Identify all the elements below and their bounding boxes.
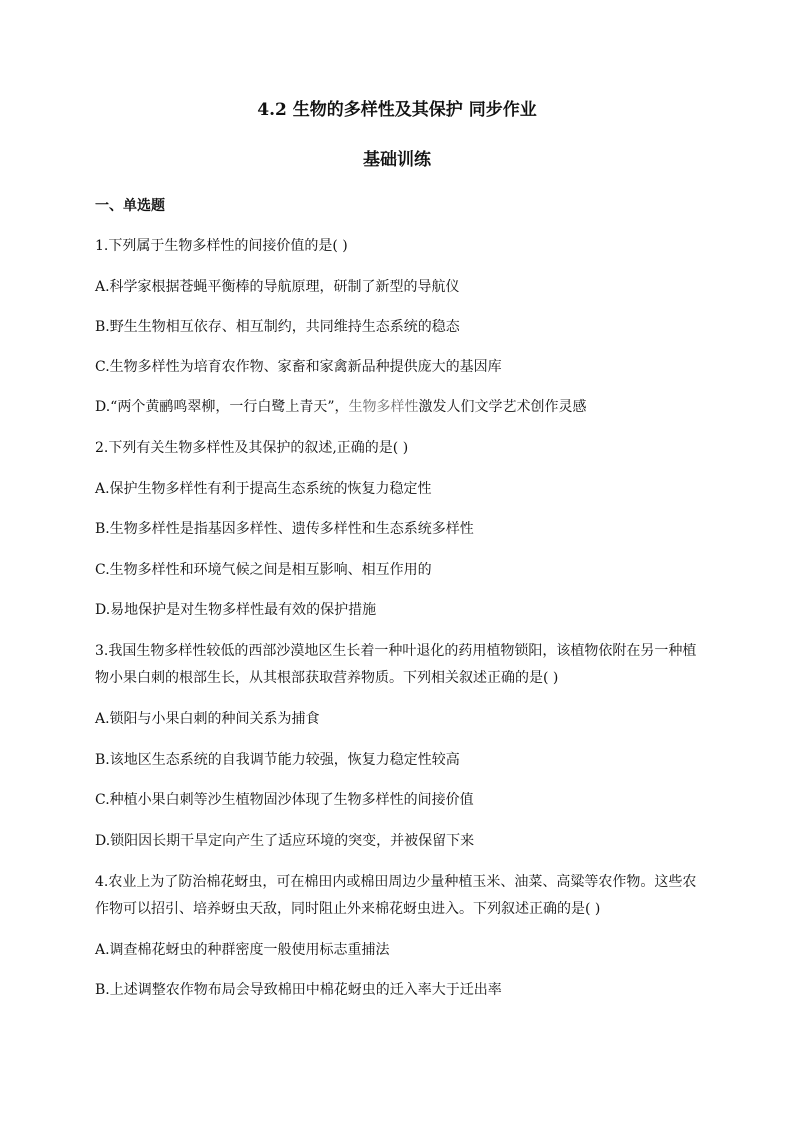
answer-option: D.易地保护是对生物多样性最有效的保护措施 bbox=[95, 602, 377, 618]
answer-option-text: D.“两个黄鹂鸣翠柳，一行白鹭上青天”， bbox=[95, 399, 349, 415]
answer-option: C.生物多样性和环境气候之间是相互影响、相互作用的 bbox=[95, 562, 432, 578]
answer-option: A.科学家根据苍蝇平衡棒的导航原理，研制了新型的导航仪 bbox=[95, 279, 460, 295]
question-stem: 3.我国生物多样性较低的西部沙漠地区生长着一种叶退化的药用植物锁阳，该植物依附在另一种植 bbox=[95, 643, 697, 659]
answer-option: B.上述调整农作物布局会导致棉田中棉花蚜虫的迁入率大于迁出率 bbox=[95, 982, 502, 998]
question-stem: 作物可以招引、培养蚜虫天敌，同时阻止外来棉花蚜虫进入。下列叙述正确的是( ) bbox=[95, 901, 601, 917]
answer-option-text: 激发人们文学艺术创作灵感 bbox=[418, 399, 587, 415]
document-subtitle: 基础训练 bbox=[363, 150, 431, 170]
answer-option: A.保护生物多样性有利于提高生态系统的恢复力稳定性 bbox=[95, 481, 432, 497]
document-title: 4.2 生物的多样性及其保护 同步作业 bbox=[257, 100, 537, 120]
answer-option: C.种植小果白刺等沙生植物固沙体现了生物多样性的间接价值 bbox=[95, 792, 474, 808]
question-stem: 4.农业上为了防治棉花蚜虫，可在棉田内或棉田周边少量种植玉米、油菜、高粱等农作物。这些农 bbox=[95, 874, 697, 890]
answer-option: B.野生生物相互依存、相互制约，共同维持生态系统的稳态 bbox=[95, 319, 460, 335]
answer-option-gray-text: 生物多样性 bbox=[348, 399, 419, 415]
answer-option: A.锁阳与小果白刺的种间关系为捕食 bbox=[95, 711, 320, 727]
question-stem: 物小果白刺的根部生长，从其根部获取营养物质。下列相关叙述正确的是( ) bbox=[95, 670, 559, 686]
answer-option: B.该地区生态系统的自我调节能力较强，恢复力稳定性较高 bbox=[95, 752, 460, 768]
section-heading: 一、单选题 bbox=[95, 198, 165, 214]
answer-option: B.生物多样性是指基因多样性、遗传多样性和生态系统多样性 bbox=[95, 521, 474, 537]
answer-option bbox=[95, 397, 587, 417]
answer-option: A.调查棉花蚜虫的种群密度一般使用标志重捕法 bbox=[95, 942, 390, 958]
question-stem: 1.下列属于生物多样性的间接价值的是( ) bbox=[95, 238, 348, 254]
answer-option: D.锁阳因长期干旱定向产生了适应环境的突变，并被保留下来 bbox=[95, 833, 475, 849]
answer-option: C.生物多样性为培育农作物、家畜和家禽新品种提供庞大的基因库 bbox=[95, 359, 502, 375]
question-stem: 2.下列有关生物多样性及其保护的叙述,正确的是( ) bbox=[95, 440, 409, 456]
